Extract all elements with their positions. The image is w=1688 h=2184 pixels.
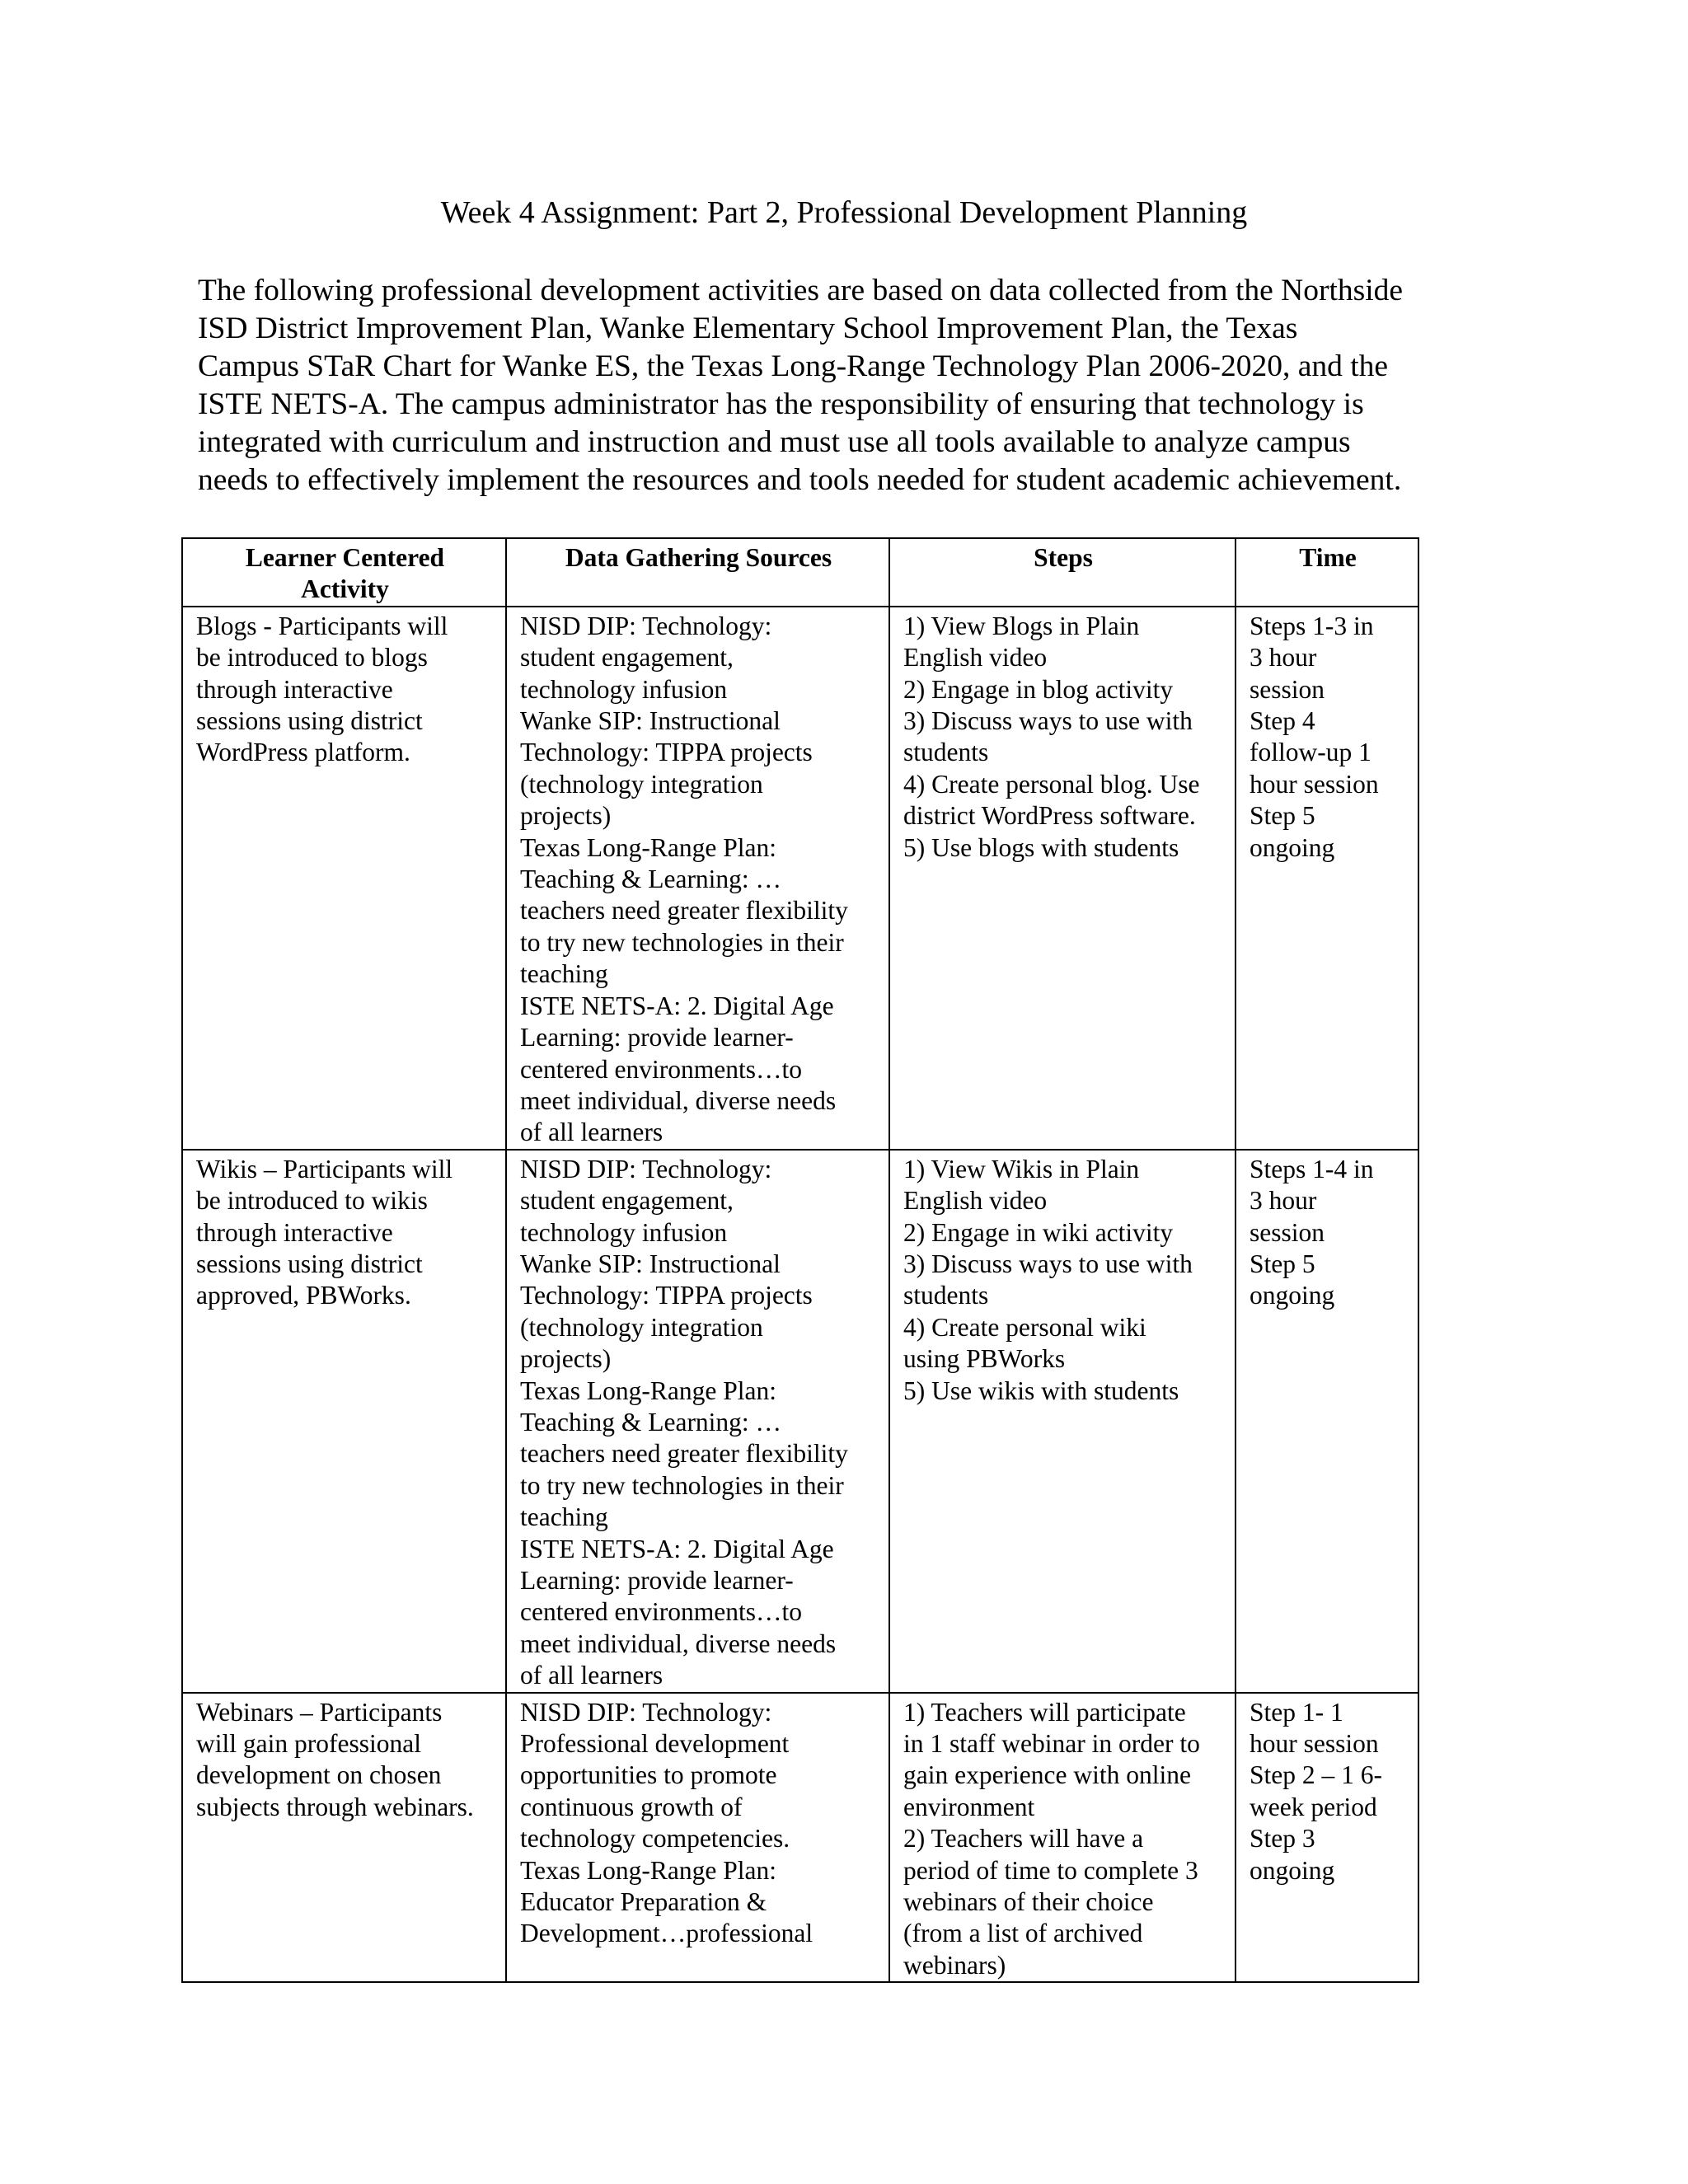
cell-line: Webinars – Participants [196, 1697, 443, 1727]
cell-line: NISD DIP: Technology: [520, 1697, 772, 1727]
cell-line: to try new technologies in their [520, 927, 844, 957]
cell-line: student engagement, [520, 643, 734, 673]
cell-line: teaching [520, 1502, 608, 1532]
header-steps: Steps [889, 538, 1236, 607]
cell-line: teachers need greater flexibility [520, 1439, 848, 1469]
planning-table [181, 537, 1419, 1983]
cell-line: NISD DIP: Technology: [520, 611, 772, 640]
cell-line: opportunities to promote [520, 1760, 777, 1790]
cell-line: Wikis – Participants will [196, 1154, 453, 1183]
cell-line: 3) Discuss ways to use with [903, 706, 1193, 736]
cell-line: sessions using district [196, 706, 423, 736]
header-time: Time [1236, 538, 1418, 607]
table-row [182, 1693, 1418, 1983]
cell-line: approved, PBWorks. [196, 1281, 411, 1310]
cell-line: gain experience with online [903, 1760, 1191, 1790]
cell-line: projects) [520, 801, 612, 831]
table-row [182, 607, 1418, 1150]
cell-line: students [903, 1281, 989, 1310]
cell-line: ISTE NETS-A: 2. Digital Age [520, 1534, 834, 1563]
cell-time [1236, 1693, 1418, 1983]
cell-line: session [1250, 674, 1325, 704]
cell-line: webinars of their choice [903, 1887, 1154, 1917]
cell-line: 1) View Wikis in Plain [903, 1154, 1140, 1183]
cell-line: Teaching & Learning: … [520, 865, 782, 894]
cell-line: 4) Create personal wiki [903, 1312, 1146, 1342]
cell-line: centered environments…to [520, 1054, 803, 1084]
intro-line: needs to effectively implement the resources and tools needed for student academic achievement. [198, 463, 1402, 497]
cell-line: 2) Engage in blog activity [903, 674, 1174, 704]
cell-line: 4) Create personal blog. Use [903, 769, 1200, 799]
cell-line: 1) View Blogs in Plain [903, 611, 1140, 640]
cell-line: 5) Use blogs with students [903, 832, 1179, 862]
cell-sources [506, 1693, 889, 1983]
page-title: Week 4 Assignment: Part 2, Professional Development Planning [440, 195, 1248, 230]
cell-line: student engagement, [520, 1186, 734, 1216]
cell-line: Wanke SIP: Instructional [520, 706, 781, 736]
cell-line: environment [903, 1792, 1035, 1821]
cell-line: subjects through webinars. [196, 1792, 474, 1821]
cell-line: 3 hour [1250, 1186, 1317, 1216]
cell-steps [889, 1693, 1236, 1983]
cell-line: meet individual, diverse needs [520, 1085, 837, 1115]
cell-line: week period [1250, 1792, 1377, 1821]
cell-line: (from a list of archived [903, 1919, 1143, 1948]
cell-sources [506, 607, 889, 1150]
cell-line: Professional development [520, 1729, 790, 1759]
cell-steps [889, 607, 1236, 1150]
cell-line: Teaching & Learning: … [520, 1407, 782, 1436]
cell-line: WordPress platform. [196, 738, 410, 767]
cell-line: 2) Teachers will have a [903, 1824, 1144, 1854]
cell-line: technology infusion [520, 1217, 728, 1247]
intro-line: Campus STaR Chart for Wanke ES, the Texas Long-Range Technology Plan 2006-2020, and the [198, 349, 1389, 383]
cell-line: ISTE NETS-A: 2. Digital Age [520, 991, 834, 1020]
cell-line: Texas Long-Range Plan: [520, 832, 776, 862]
cell-line: English video [903, 1186, 1048, 1216]
cell-line: be introduced to blogs [196, 643, 428, 673]
cell-line: period of time to complete 3 [903, 1855, 1198, 1885]
cell-line: ongoing [1250, 1855, 1335, 1885]
cell-line: session [1250, 1217, 1325, 1247]
cell-line: Step 3 [1250, 1824, 1315, 1854]
cell-line: projects) [520, 1344, 612, 1374]
cell-line: technology competencies. [520, 1824, 790, 1854]
cell-line: 1) Teachers will participate [903, 1697, 1186, 1727]
cell-line: of all learners [520, 1661, 663, 1690]
cell-line: 2) Engage in wiki activity [903, 1217, 1174, 1247]
cell-steps [889, 1150, 1236, 1693]
cell-line: Step 1- 1 [1250, 1697, 1343, 1727]
cell-line: centered environments…to [520, 1597, 803, 1627]
cell-activity [182, 607, 506, 1150]
cell-line: (technology integration [520, 1312, 763, 1342]
cell-line: Steps 1-3 in [1250, 611, 1374, 640]
cell-line: webinars) [903, 1950, 1006, 1980]
table-row [182, 1150, 1418, 1693]
cell-line: be introduced to wikis [196, 1186, 428, 1216]
cell-line: will gain professional [196, 1729, 421, 1759]
cell-line: Educator Preparation & [520, 1887, 767, 1917]
cell-line: Steps 1-4 in [1250, 1154, 1374, 1183]
cell-line: (technology integration [520, 769, 763, 799]
cell-line: to try new technologies in their [520, 1470, 844, 1500]
cell-line: Texas Long-Range Plan: [520, 1376, 776, 1405]
cell-sources [506, 1150, 889, 1693]
cell-line: meet individual, diverse needs [520, 1629, 837, 1658]
cell-line: English video [903, 643, 1048, 673]
header-activity: Learner Centered Activity [182, 538, 506, 607]
cell-line: Step 4 [1250, 706, 1315, 736]
cell-line: Wanke SIP: Instructional [520, 1249, 781, 1278]
cell-line: teaching [520, 959, 608, 989]
cell-line: of all learners [520, 1118, 663, 1147]
cell-activity [182, 1150, 506, 1693]
cell-line: ongoing [1250, 832, 1335, 862]
cell-line: using PBWorks [903, 1344, 1066, 1374]
cell-line: Step 2 – 1 6- [1250, 1760, 1382, 1790]
cell-line: continuous growth of [520, 1792, 743, 1821]
cell-line: 3 hour [1250, 643, 1317, 673]
intro-line: ISTE NETS-A. The campus administrator has the responsibility of ensuring that technology is [198, 387, 1364, 421]
cell-line: in 1 staff webinar in order to [903, 1729, 1200, 1759]
cell-line: 5) Use wikis with students [903, 1376, 1179, 1405]
intro-paragraph [198, 272, 1517, 499]
cell-line: Step 5 [1250, 801, 1315, 831]
intro-line: integrated with curriculum and instruction and must use all tools available to analyze campus [198, 425, 1351, 459]
cell-line: hour session [1250, 1729, 1379, 1759]
cell-line: students [903, 738, 989, 767]
cell-line: ongoing [1250, 1281, 1335, 1310]
intro-line: ISD District Improvement Plan, Wanke Elementary School Improvement Plan, the Texas [198, 312, 1298, 345]
header-sources: Data Gathering Sources [506, 538, 889, 607]
cell-line: through interactive [196, 1217, 393, 1247]
cell-line: technology infusion [520, 674, 728, 704]
cell-line: district WordPress software. [903, 801, 1196, 831]
cell-line: through interactive [196, 674, 393, 704]
cell-line: development on chosen [196, 1760, 442, 1790]
cell-line: Technology: TIPPA projects [520, 1281, 813, 1310]
cell-line: sessions using district [196, 1249, 423, 1278]
cell-line: follow-up 1 [1250, 738, 1372, 767]
cell-line: NISD DIP: Technology: [520, 1154, 772, 1183]
cell-line: Blogs - Participants will [196, 611, 448, 640]
cell-time [1236, 1150, 1418, 1693]
cell-activity [182, 1693, 506, 1983]
table-header-row [182, 538, 1418, 607]
cell-line: Development…professional [520, 1919, 814, 1948]
cell-line: teachers need greater flexibility [520, 896, 848, 926]
cell-line: Technology: TIPPA projects [520, 738, 813, 767]
cell-line: Texas Long-Range Plan: [520, 1855, 776, 1885]
cell-line: Step 5 [1250, 1249, 1315, 1278]
cell-line: hour session [1250, 769, 1379, 799]
intro-line: The following professional development activities are based on data collected from the Northside [198, 274, 1404, 307]
cell-line: 3) Discuss ways to use with [903, 1249, 1193, 1278]
cell-line: Learning: provide learner- [520, 1023, 794, 1052]
cell-line: Learning: provide learner- [520, 1566, 794, 1595]
cell-time [1236, 607, 1418, 1150]
